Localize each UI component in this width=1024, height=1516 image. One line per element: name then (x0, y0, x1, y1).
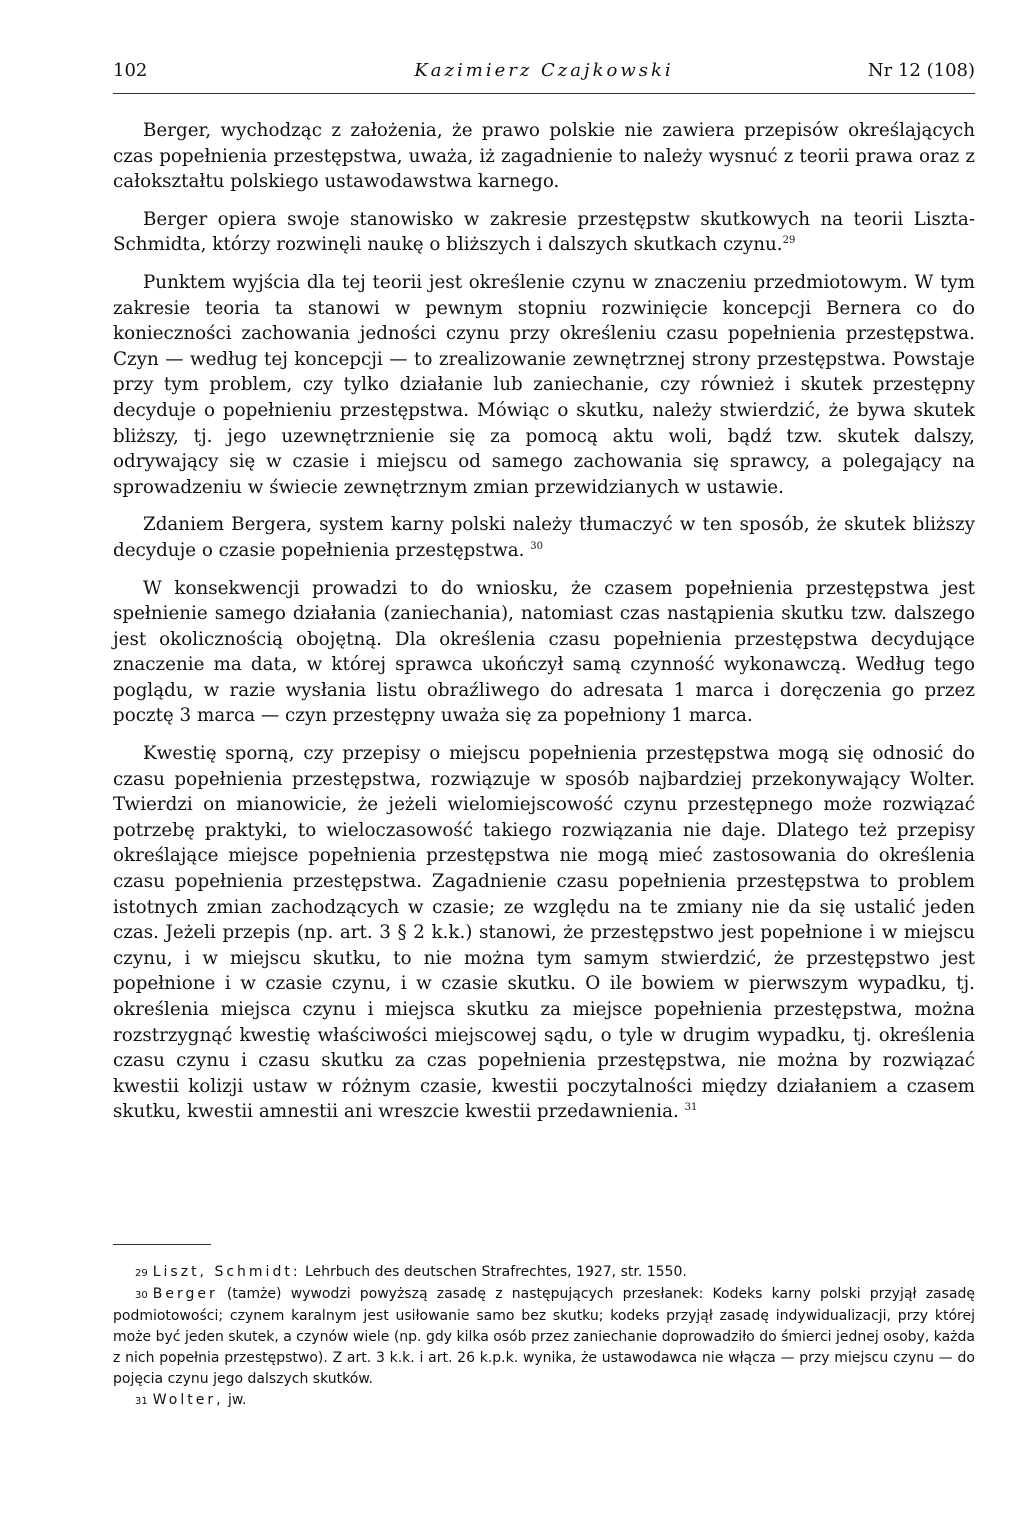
footnotes (113, 1262, 975, 1412)
paragraph-text: Punktem wyjścia dla tej teorii jest określenie czynu w znaczeniu przedmiotowym. W tym zakresie teoria ta stanowi w pewnym stopniu rozwinięcie koncepcji Bernera co do konieczności zachowania jedności czynu przy określeniu czasu popełnienia przestępstwa. Czyn — według tej koncepcji — to zrealizowanie zewnętrznej strony przestępstwa. Powstaje przy tym problem, czy tylko działanie lub zaniechanie, czy również i skutek przestępny decyduje o popełnieniu przestępstwa. Mówiąc o skutku, należy stwierdzić, że bywa skutek bliższy, tj. jego uzewnętrznienie się za pomocą aktu woli, bądź tzw. skutek dalszy, odrywający się w czasie i miejscu od samego zachowania się sprawcy, a polegający na sprowadzeniu w świecie zewnętrznym zmian przewidzianych w ustawie. (113, 271, 975, 498)
paragraph (113, 207, 975, 258)
footnote-text: Lehrbuch des deutschen Strafrechtes, 1927, str. 1550. (305, 1264, 687, 1280)
paragraph (113, 270, 975, 500)
footnote-author: Berger (152, 1286, 218, 1302)
footnote-30 (113, 1284, 975, 1390)
footnote-rule (113, 1244, 211, 1245)
footnote-number: 29 (135, 1268, 148, 1279)
page-number: 102 (113, 60, 148, 81)
issue-number: Nr 12 (108) (867, 60, 975, 81)
header-rule (113, 93, 975, 94)
footnote-number: 31 (135, 1396, 148, 1407)
footnote-ref[interactable]: 30 (530, 540, 544, 552)
footnote-number: 30 (135, 1290, 148, 1301)
footnote-ref[interactable]: 31 (684, 1102, 698, 1114)
footnote-ref[interactable]: 29 (782, 235, 796, 247)
paragraph-text: Berger opiera swoje stanowisko w zakresie przestępstw skutkowych na teorii Liszta-Schmidta, którzy rozwinęli naukę o bliższych i dalszych skutkach czynu. (113, 208, 975, 256)
footnote-29 (113, 1262, 975, 1284)
paragraph (113, 741, 975, 1125)
running-author: Kazimierz Czajkowski (414, 60, 674, 81)
footnote-text: jw. (227, 1392, 247, 1408)
footnote-author: Wolter, (152, 1392, 224, 1408)
paragraph-text: Kwestię sporną, czy przepisy o miejscu popełnienia przestępstwa mogą się odnosić do czasu popełnienia przestępstwa, rozwiązuje w sposób najbardziej przekonywający Wolter. Twierdzi on mianowicie, że jeżeli wielomiejscowość czynu przestępnego może rozwiązać potrzebę praktyki, to wieloczasowość takiego rozwiązania nie daje. Dlatego też przepisy określające miejsce popełnienia przestępstwa nie mogą mieć zastosowania do określenia czasu popełnienia przestępstwa. Zagadnienie czasu popełnienia przestępstwa to problem istotnych zmian zachodzących w czasie; ze względu na te zmiany nie da się ustalić jeden czas. Jeżeli przepis (np. art. 3 § 2 k.k.) stanowi, że przestępstwo jest popełnione i w miejscu czynu, i w miejscu skutku, to nie można tym samym stwierdzić, że przestępstwo jest popełnione i w czasie czynu, i w czasie skutku. O ile bowiem w pierwszym wypadku, tj. określenia miejsca czynu i miejsca skutku za miejsce popełnienia przestępstwa, można rozstrzygnąć kwestię właściwości miejscowej sądu, o tyle w drugim wypadku, tj. określenia czasu czynu i czasu skutku za czas popełnienia przestępstwa, nie można by rozwiązać kwestii kolizji ustaw w różnym czasie, kwestii poczytalności między działaniem a czasem skutku, kwestii amnestii ani wreszcie kwestii przedawnienia. (113, 743, 975, 1123)
footnote-31 (113, 1390, 975, 1412)
paragraph (113, 118, 975, 195)
paragraph-text: Berger, wychodząc z założenia, że prawo polskie nie zawiera przepisów określających czas popełnienia przestępstwa, uważa, iż zagadnienie to należy wysnuć z teorii prawa oraz z całokształtu polskiego ustawodawstwa karnego. (113, 120, 975, 193)
paragraph (113, 576, 975, 730)
body-text (113, 118, 975, 1137)
footnote-author: Liszt, Schmidt: (152, 1264, 301, 1280)
paragraph-text: Zdaniem Bergera, system karny polski należy tłumaczyć w ten sposób, że skutek bliższy decyduje o czasie popełnienia przestępstwa. (113, 514, 975, 561)
paragraph (113, 512, 975, 563)
paragraph-text: W konsekwencji prowadzi to do wniosku, że czasem popełnienia przestępstwa jest spełnienie samego działania (zaniechania), natomiast czas nastąpienia skutku tzw. dalszego jest okolicznością obojętną. Dla określenia czasu popełnienia przestępstwa decydujące znaczenie ma data, w której sprawca ukończył samą czynność wykonawczą. Według tego poglądu, w razie wysłania listu obraźliwego do adresata 1 marca i doręczenia go przez pocztę 3 marca — czyn przestępny uważa się za popełniony 1 marca. (113, 577, 975, 727)
footnote-text: (tamże) wywodzi powyższą zasadę z następujących przesłanek: Kodeks karny polski przyjął zasadę podmiotowości; czynem karalnym jest usiłowanie samo bez skutku; kodeks przyjął zasadę indywidualizacji, przy której może być jeden skutek, a czynów wiele (np. gdy kilka osób przez zaniechanie doprowadziło do śmierci jednej osoby, każda z nich popełnia przestępstwo). Z art. 3 k.k. i art. 26 k.p.k. wynika, że ustawodawca nie włącza — przy miejscu czynu — do pojęcia czynu jego dalszych skutków. (113, 1286, 975, 1387)
running-header (113, 60, 975, 90)
